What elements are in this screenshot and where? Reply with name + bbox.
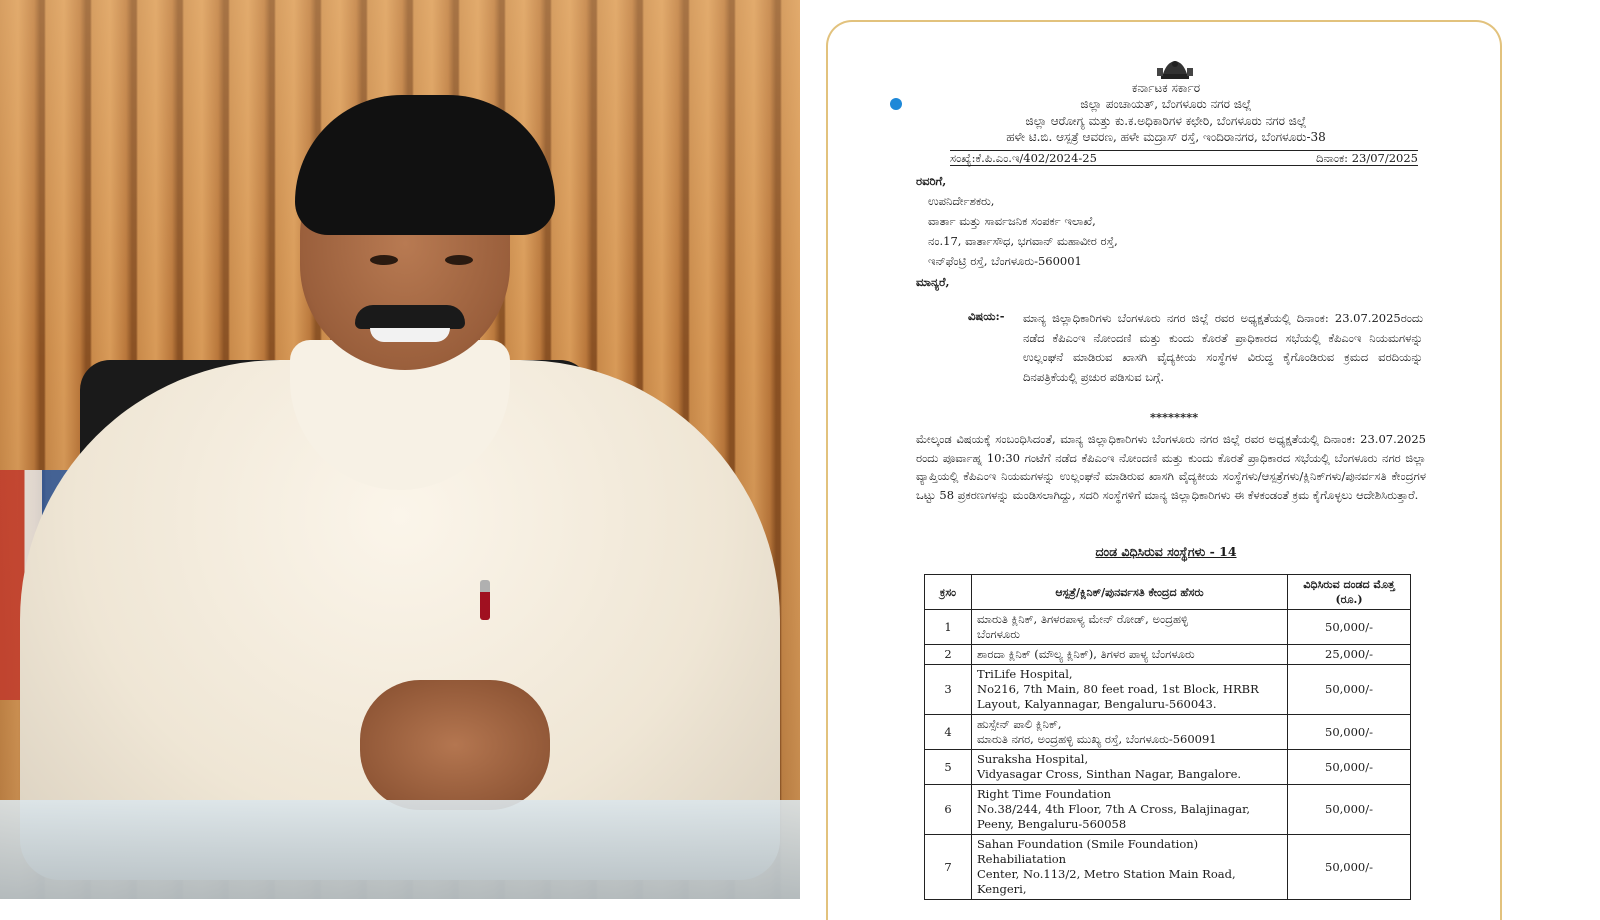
separator: ********	[1150, 410, 1199, 424]
table-row	[925, 835, 1411, 900]
penalty-amount: 50,000/-	[1288, 665, 1411, 715]
address-line: ನಂ.17, ವಾರ್ತಾಸೌಧ, ಭಗವಾನ್ ಮಹಾವೀರ ರಸ್ತೆ,	[928, 234, 1118, 248]
column-header: ಆಸ್ಪತ್ರೆ/ಕ್ಲಿನಿಕ್/ಪುನರ್ವಸತಿ ಕೇಂದ್ರದ ಹೆಸರು	[972, 575, 1288, 610]
official-letter	[826, 20, 1502, 920]
column-header: ವಿಧಿಸಿರುವ ದಂಡದ ಮೊತ್ತ (ರೂ.)	[1288, 575, 1411, 610]
serial-number: 5	[925, 750, 972, 785]
table-row	[925, 610, 1411, 645]
institution-name	[972, 785, 1288, 835]
header-line: ಜಿಲ್ಲಾ ಪಂಚಾಯತ್, ಬೆಂಗಳೂರು ನಗರ ಜಿಲ್ಲೆ	[1080, 97, 1252, 111]
table-row	[925, 715, 1411, 750]
institution-name-line: Peeny, Bengaluru-560058	[977, 817, 1127, 831]
serial-number: 7	[925, 835, 972, 900]
serial-number: 3	[925, 665, 972, 715]
institution-name-line: No.38/244, 4th Floor, 7th A Cross, Balajinagar,	[977, 802, 1251, 816]
body-paragraph: ಮೇಲ್ಕಂಡ ವಿಷಯಕ್ಕೆ ಸಂಬಂಧಿಸಿದಂತೆ, ಮಾನ್ಯ ಜಿಲ್ಲಾಧಿಕಾರಿಗಳು ಬೆಂಗಳೂರು ನಗರ ಜಿಲ್ಲೆ ರವರ ಅಧ್ಯಕ್ಷತೆಯಲ್ಲಿ ದಿನಾಂಕ: 23.07.2025 ರಂದು ಪೂರ್ವಾಹ್ನ 10:30 ಗಂಟೆಗೆ ನಡೆದ ಕೆಪಿಎಂಇ ನೋಂದಣಿ ಮತ್ತು ಕುಂದು ಕೊರತೆ ಪ್ರಾಧಿಕಾರದ ಸಭೆಯಲ್ಲಿ ಬೆಂಗಳೂರು ನಗರ ಜಿಲ್ಲಾ ವ್ಯಾಪ್ತಿಯಲ್ಲಿ ಕೆಪಿಎಂಇ ನಿಯಮಗಳನ್ನು ಉಲ್ಲಂಘನೆ ಮಾಡಿರುವ ಖಾಸಗಿ ವೈದ್ಯಕೀಯ ಸಂಸ್ಥೆಗಳು/ಆಸ್ಪತ್ರೆಗಳು/ಕ್ಲಿನಿಕ್‌ಗಳು/ಪುನರ್ವಸತಿ ಕೇಂದ್ರಗಳ ಒಟ್ಟು 58 ಪ್ರಕರಣಗಳನ್ನು ಮಂಡಿಸಲಾಗಿದ್ದು, ಸದರಿ ಸಂಸ್ಥೆಗಳಿಗೆ ಮಾನ್ಯ ಜಿಲ್ಲಾಧಿಕಾರಿಗಳು ಈ ಕೆಳಕಂಡಂತೆ ಕ್ರಮ ಕೈಗೊಳ್ಳಲು ಆದೇಶಿಸಿರುತ್ತಾರೆ.	[916, 432, 1426, 502]
address-line: ವಾರ್ತಾ ಮತ್ತು ಸಾರ್ವಜನಿಕ ಸಂಪರ್ಕ ಇಲಾಖೆ,	[928, 214, 1096, 228]
reference-number: ಸಂಖ್ಯೆ:ಕೆ.ಪಿ.ಎಂ.ಇ/402/2024-25	[950, 151, 1097, 165]
institution-name	[972, 750, 1288, 785]
institution-name	[972, 610, 1288, 645]
institution-name-line: ಮಾರುತಿ ನಗರ, ಅಂದ್ರಹಳ್ಳಿ ಮುಖ್ಯ ರಸ್ತೆ, ಬೆಂಗಳೂರು-560091	[977, 732, 1217, 746]
address-line: ಉಪನಿರ್ದೇಶಕರು,	[928, 194, 995, 208]
serial-number: 4	[925, 715, 972, 750]
penalty-table	[924, 574, 1411, 900]
subject-text: ಮಾನ್ಯ ಜಿಲ್ಲಾಧಿಕಾರಿಗಳು ಬೆಂಗಳೂರು ನಗರ ಜಿಲ್ಲೆ ರವರ ಅಧ್ಯಕ್ಷತೆಯಲ್ಲಿ ದಿನಾಂಕ: 23.07.2025ರಂದು ನಡೆದ ಕೆಪಿಎಂಇ ನೋಂದಣಿ ಮತ್ತು ಕುಂದು ಕೊರತೆ ಪ್ರಾಧಿಕಾರದ ಸಭೆಯಲ್ಲಿ ಕೆಪಿಎಂಇ ನಿಯಮಗಳನ್ನು ಉಲ್ಲಂಘನೆ ಮಾಡಿರುವ ಖಾಸಗಿ ವೈದ್ಯಕೀಯ ಸಂಸ್ಥೆಗಳ ವಿರುದ್ಧ ಕೈಗೊಂಡಿರುವ ಕ್ರಮದ ವರದಿಯನ್ನು ದಿನಪತ್ರಿಕೆಯಲ್ಲಿ ಪ್ರಚುರ ಪಡಿಸುವ ಬಗ್ಗೆ.	[1023, 311, 1423, 384]
mustache	[355, 305, 465, 329]
subject-label: ವಿಷಯ:-	[968, 309, 1005, 323]
left-eye	[370, 255, 398, 265]
to-label: ರವರಿಗೆ,	[916, 174, 947, 188]
institution-name	[972, 715, 1288, 750]
right-eye	[445, 255, 473, 265]
header-line: ಕರ್ನಾಟಕ ಸರ್ಕಾರ	[1131, 81, 1201, 95]
institution-name-line: TriLife Hospital,	[977, 667, 1073, 681]
clasped-hands	[360, 680, 550, 810]
table-title: ದಂಡ ವಿಧಿಸಿರುವ ಸಂಸ್ಥೆಗಳು - 14	[1095, 544, 1237, 559]
serial-number: 2	[925, 645, 972, 665]
serial-number: 6	[925, 785, 972, 835]
table-row	[925, 665, 1411, 715]
institution-name-line: Suraksha Hospital,	[977, 752, 1089, 766]
institution-name-line: Sahan Foundation (Smile Foundation) Rehabiliatation	[977, 837, 1199, 866]
institution-name-line: ಬೆಂಗಳೂರು	[977, 627, 1020, 641]
government-emblem-icon	[1155, 58, 1195, 82]
address-line: ಇನ್‌ಫೆಂಟ್ರಿ ರಸ್ತೆ, ಬೆಂಗಳೂರು-560001	[928, 254, 1082, 268]
institution-name-line: Center, No.113/2, Metro Station Main Road, Kengeri,	[977, 867, 1236, 896]
institution-name-line: ಹುಸ್ಸೇನ್ ಪಾಲಿ ಕ್ಲಿನಿಕ್,	[977, 717, 1062, 731]
portrait-photo	[0, 0, 800, 899]
institution-name-line: ಶಾರದಾ ಕ್ಲಿನಿಕ್ (ಮೌಲ್ಯ ಕ್ಲಿನಿಕ್), ತಿಗಳರ ಪಾಳ್ಯ ಬೆಂಗಳೂರು	[977, 647, 1195, 661]
header-line: ಜಿಲ್ಲಾ ಆರೋಗ್ಯ ಮತ್ತು ಕು.ಕ.ಅಧಿಕಾರಿಗಳ ಕಛೇರಿ, ಬೆಂಗಳೂರು ನಗರ ಜಿಲ್ಲೆ	[1025, 114, 1307, 128]
table-header-row	[925, 575, 1411, 610]
penalty-amount: 50,000/-	[1288, 715, 1411, 750]
glass-desk	[0, 800, 800, 899]
institution-name-line: No216, 7th Main, 80 feet road, 1st Block, HRBR	[977, 682, 1259, 696]
institution-name-line: Layout, Kalyannagar, Bengaluru-560043.	[977, 697, 1217, 711]
table-row	[925, 750, 1411, 785]
penalty-amount: 50,000/-	[1288, 785, 1411, 835]
institution-name-line: ಮಾರುತಿ ಕ್ಲಿನಿಕ್, ತಿಗಳರಪಾಳ್ಯ ಮೇನ್ ರೋಡ್, ಅಂದ್ರಹಳ್ಳಿ	[977, 612, 1189, 626]
column-header: ಕ್ರಸಂ	[925, 575, 972, 610]
institution-name	[972, 835, 1288, 900]
smile	[370, 328, 450, 342]
salutation: ಮಾನ್ಯರೆ,	[916, 275, 950, 289]
letter-date: ದಿನಾಂಕ: 23/07/2025	[1316, 151, 1418, 165]
table-row	[925, 645, 1411, 665]
reference-line	[950, 150, 1418, 166]
table-row	[925, 785, 1411, 835]
penalty-amount: 25,000/-	[1288, 645, 1411, 665]
institution-name	[972, 665, 1288, 715]
serial-number: 1	[925, 610, 972, 645]
institution-name-line: Vidyasagar Cross, Sinthan Nagar, Bangalore.	[977, 767, 1242, 781]
penalty-amount: 50,000/-	[1288, 750, 1411, 785]
header-line: ಹಳೇ ಟಿ.ಬಿ. ಆಸ್ಪತ್ರೆ ಆವರಣ, ಹಳೇ ಮದ್ರಾಸ್ ರಸ್ತೆ, ಇಂದಿರಾನಗರ, ಬೆಂಗಳೂರು-38	[1006, 130, 1326, 144]
pen	[480, 580, 490, 620]
penalty-amount: 50,000/-	[1288, 835, 1411, 900]
institution-name-line: Right Time Foundation	[977, 787, 1112, 801]
institution-name	[972, 645, 1288, 665]
penalty-amount: 50,000/-	[1288, 610, 1411, 645]
